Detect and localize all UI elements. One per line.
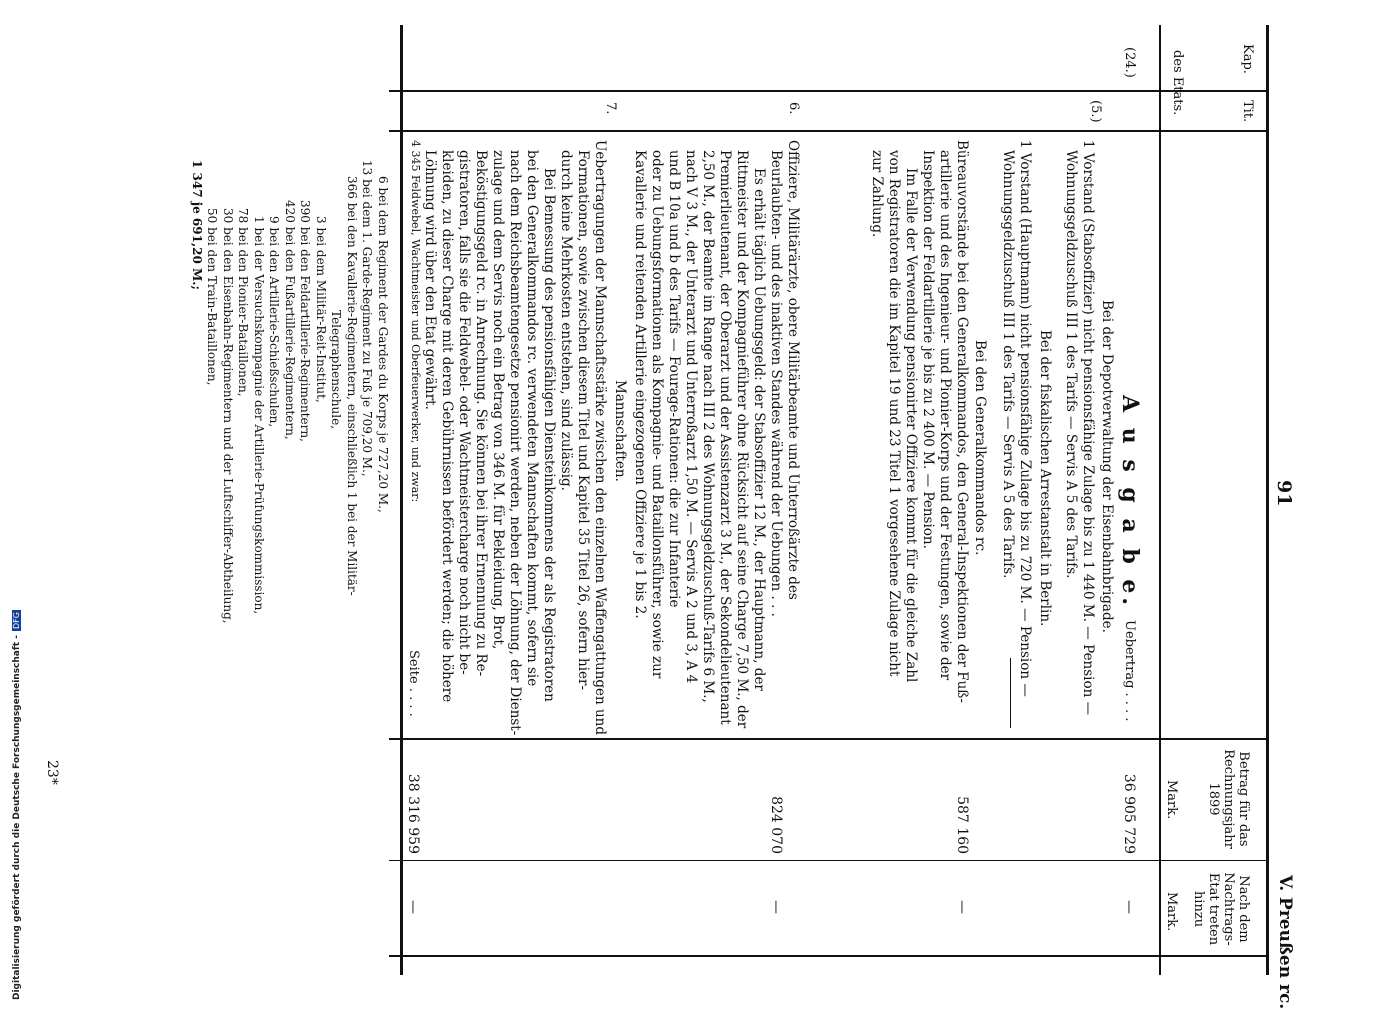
m-line-12: 30 bei den Eisenbahn-Regimentern und der Luftschiffer-Abtheilung, (221, 208, 235, 624)
t6-line-4: Rittmeister und der Kompagnieführer ohne Rücksicht auf seine Charge 7,50 M., der (734, 150, 750, 729)
gk-line-4: Im Falle der Verwendung pensionirter Offiziere kommt für die gleiche Zahl (903, 168, 919, 683)
t7-line-1: Uebertragungen der Mannschaftsstärke zwischen den einzelnen Waffengattungen und (592, 140, 608, 736)
gk-line-5: von Registratoren die im Kapitel 19 und 23 Titel 1 vorgesehene Zulage nicht (886, 150, 902, 677)
seite-value: 38 316 959 (405, 773, 421, 854)
margin-note-text: Digitalisierung gefördert durch die Deutsche Forschungsgemeinschaft - (12, 635, 22, 1000)
m-line-11: 78 bei den Pionier-Bataillonen, (236, 208, 251, 397)
depot-line-1: 1 Vorstand (Stabsoffizier) nicht pensionsfähige Zulage bis zu 1 440 M. — Pension — (1080, 140, 1096, 716)
col-rule-betrag (389, 860, 1269, 861)
col-header-kap: Kap. (1240, 44, 1255, 74)
m-line-8: 420 bei den Fußartillerie-Regimentern, (283, 200, 297, 440)
gk-line-2: artillerie und des Ingenieur- und Pionier-Korps und der Festungen, sowie der (937, 150, 953, 681)
m-line-9: 9 bei den Artillerie-Schießschulen, (267, 216, 282, 428)
gk-line-1: Büreauvorstände bei den Generalkommandos, den General-Inspektionen der Fuß- (954, 140, 970, 703)
depot-line-2: Wohnungsgeldzuschuß III 1 des Tarifs — Servis A 5 des Tarifs. (1063, 150, 1079, 579)
seite-label: Seite . . . . (406, 650, 421, 717)
col-header-mark-betrag: Mark. (1164, 780, 1179, 820)
t7-line-11: Löhnung wird über den Etat gewährt. (422, 150, 438, 410)
col-header-betrag: Betrag für das Rechnungsjahr 1899 (1206, 749, 1251, 849)
m-line-13: 50 bei den Train-Bataillonen, (205, 208, 220, 386)
tit-5: (5.) (1088, 100, 1103, 123)
value-tit-6: 824 070 (768, 796, 784, 854)
m-line-10: 1 bei der Versuchskompagnie der Artillerie-Prüfungskommission, (252, 216, 266, 615)
uebertrag-value: 36 905 729 (1121, 773, 1137, 854)
uebertrag-dash: — (1121, 900, 1137, 914)
t6-line-9: oder zu Uebungsformationen als Kompagnie- und Bataillonsführer, sowie zur (649, 150, 665, 679)
t6-line-6: 2,50 M., der Beamte im Range nach III 2 des Wohnungsgeldzuschuß-Tarifs 6 M., (700, 150, 716, 703)
m-line-1: 4 345 Feldwebel, Wachtmeister und Oberfeuerwerker, und zwar: (409, 140, 422, 503)
m-line-5: Telegraphenschule, (329, 310, 344, 430)
dfg-logo: DFG (12, 612, 21, 630)
t6-line-1: Offiziere, Militärärzte, obere Militärbeamte und Unterroßärzte des (785, 140, 801, 600)
section-heading: A u s g a b e. (1117, 395, 1143, 610)
t7-line-5: bei den Generalkommandos rc. verwendeten Mannschaften kommt, sofern sie (524, 150, 540, 687)
bottom-rule (400, 25, 403, 975)
t7-line-2: Formationen, sowie zwischen diesem Titel und Kapitel 35 Titel 26, sofern hier- (575, 150, 591, 691)
tit-7: 7. (603, 102, 618, 115)
berlin-line-1: 1 Vorstand (Hauptmann) nicht pensionsfähige Zulage bis zu 720 M. — Pension — (1017, 140, 1033, 697)
gk-line-3: Inspektion der Feldartillerie je bis zu 2 400 M. — Pension. (920, 150, 936, 549)
t7-line-7: zulage und dem Servis noch ein Betrag von 346 M. für Bekleidung, Brot, (490, 150, 506, 650)
m-line-6: 3 bei dem Militär-Reit-Institut, (314, 216, 328, 403)
digitization-note (4, 0, 22, 1000)
kap-value: (24.) (1122, 47, 1137, 78)
m-line-3: 13 bei dem 1. Garde-Regiment zu Fuß je 709,20 M., (360, 160, 375, 477)
t7-line-4: Bei Bemessung des pensionsfähigen Diensteinkommens der als Registratoren (541, 168, 557, 702)
t7-line-8: Beköstigungsgeld rc. in Anrechnung. Sie können bei ihrer Ernennung zu Re- (473, 150, 489, 677)
value-tit-5: 587 160 (954, 796, 970, 854)
col-rule-right (389, 955, 1269, 957)
tit-6: 6. (786, 102, 801, 115)
t7-line-6: nach dem Reichsbeamtengesetze pensionirt werden, neben der Löhnung, der Dienst- (507, 150, 523, 736)
uebertrag-label: Uebertrag . . . . (1122, 620, 1137, 722)
t7-line-9: gistratoren, falls sie die Feldwebel- oder Wachtmeistercharge noch nicht be- (456, 150, 472, 675)
mannschaften-heading: Mannschaften. (612, 380, 628, 482)
col-rule-kap (389, 90, 1269, 92)
col-rule-tit (389, 130, 1269, 132)
m-line-4: 366 bei den Kavallerie-Regimentern, einschließlich 1 bei der Militär- (345, 176, 359, 596)
t7-line-10: kleiden, zu dieser Charge mit deren Gebührnissen befördert werden; die höhere (439, 150, 455, 703)
t7-line-3: durch keine Mehrkosten entstehen, sind zulässig. (558, 150, 574, 491)
dash-tit-6: — (768, 900, 784, 914)
seite-dash: — (405, 900, 421, 914)
t6-line-10: Kavallerie und reitenden Artillerie eingezogenen Offiziere je 1 bis 2. (632, 150, 648, 619)
m-line-14: 1 347 je 691,20 M.; (190, 160, 204, 290)
header-right: V. Preußen rc. (1275, 875, 1295, 1009)
t6-line-7: nach V 3 M., der Unterarzt und Unterroßarzt 1,50 M. — Servis A 2 und 3, A 4 (683, 150, 699, 684)
col-header-des-etats: des Etats. (1170, 50, 1185, 116)
header-bottom-rule (1159, 25, 1161, 975)
col-rule-text (389, 738, 1269, 740)
dash-tit-5: — (954, 900, 970, 914)
signature-mark: 23* (44, 760, 60, 785)
m-line-2: 6 bei dem Regiment der Gardes du Korps je 727,20 M., (376, 176, 390, 513)
sub-rule-berlin (1010, 658, 1011, 728)
berlin-line-2: Wohnungsgeldzuschuß III 1 des Tarifs — Servis A 5 des Tarifs. (1000, 150, 1016, 579)
t6-line-3: Es erhält täglich Uebungsgeld: der Stabsoffizier 12 M., der Hauptmann, der (751, 168, 767, 691)
t6-line-8: und B 10a und b des Tarifs — Fourage-Rationen: die zur Infanterie (666, 150, 682, 608)
col-header-mark-nachtrag: Mark. (1164, 892, 1179, 932)
gk-line-6: zur Zahlung. (869, 150, 885, 238)
gk-heading: Bei den Generalkommandos rc. (972, 340, 988, 556)
berlin-heading: Bei der fiskalischen Arrestanstalt in Berlin. (1037, 330, 1053, 627)
m-line-7: 390 bei den Feldartillerie-Regimentern, (298, 200, 313, 442)
col-header-nachtrag: Nach dem Nachtrags-Etat treten hinzu (1191, 872, 1251, 946)
depot-heading: Bei der Depotverwaltung der Eisenbahnbrigade. (1099, 300, 1115, 633)
top-rule (1266, 25, 1269, 975)
page-number: 91 (1273, 480, 1295, 507)
mannschaften-list (150, 160, 390, 720)
col-header-tit: Tit. (1240, 100, 1255, 123)
t6-line-5: Premierlieutenant, der Oberarzt und der Assistenzarzt 3 M., der Sekondelieutenant (717, 150, 733, 725)
t6-line-2: Beurlaubten- und des inaktiven Standes während der Uebungen . . . (768, 150, 784, 617)
